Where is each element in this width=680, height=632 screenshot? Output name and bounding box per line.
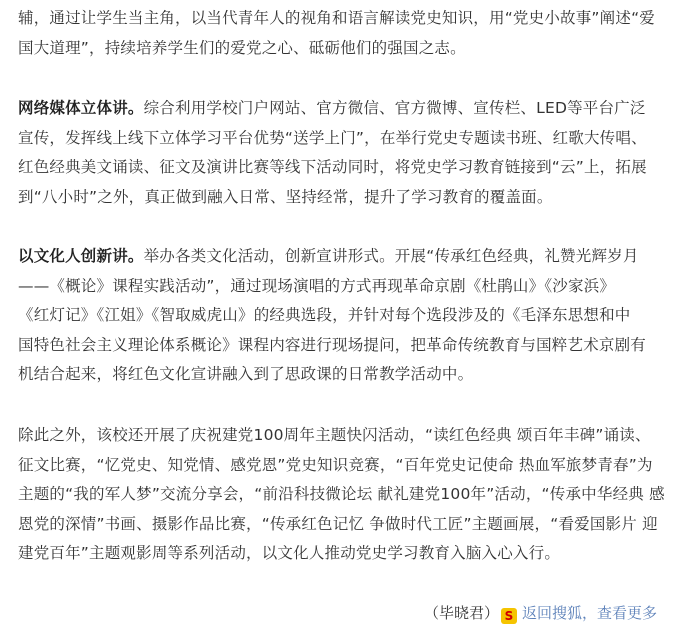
paragraph-network-media (18, 94, 668, 212)
paragraph-line: 辅，通过让学生当主角，以当代青年人的视角和语言解读党史知识，用“党史小故事”阐述“爱 (18, 9, 655, 27)
paragraph-line: 建党百年”主题观影周等系列活动，以文化人推动党史学习教育入脑入心入行。 (18, 544, 561, 562)
paragraph-line: 主题的“我的军人梦”交流分享会，“前沿科技微论坛 献礼建党100年”活动，“传承中华经典 感 (18, 485, 665, 503)
paragraph-line: 除此之外，该校还开展了庆祝建党100周年主题快闪活动，“读红色经典 颂百年丰碑”诵读、 (18, 426, 651, 444)
paragraph-line: 恩党的深情”书画、摄影作品比赛，“传承红色记忆 争做时代工匠”主题画展，“看爱国影片 迎 (18, 514, 658, 533)
author-credit: （毕晓君） (424, 604, 500, 622)
paragraph-lead-heading: 网络媒体立体讲。 (18, 99, 144, 117)
paragraph-line: 征文比赛，“忆党史、知党情、感党恩”党史知识竞赛，“百年党史记使命 热血军旅梦青春”为 (18, 455, 653, 474)
sohu-logo-icon: S (501, 608, 517, 624)
paragraph-1 (18, 4, 668, 63)
paragraph-culture (18, 242, 668, 390)
paragraph-line: 红色经典美文诵读、征文及演讲比赛等线下活动同时，将党史学习教育链接到“云”上，拓展 (18, 158, 647, 176)
back-to-sohu-link[interactable] (501, 600, 657, 626)
paragraph-line: 《红灯记》《江姐》《智取威虎山》的经典选段，并针对每个选段涉及的《毛泽东思想和中 (18, 306, 631, 324)
paragraph-lead-heading: 以文化人创新讲。 (18, 247, 144, 265)
paragraph-line-text: 综合利用学校门户网站、官方微信、官方微博、宣传栏、LED等平台广泛 (143, 99, 646, 117)
paragraph-line: 到“八小时”之外，真正做到融入日常、坚持经常，提升了学习教育的覆盖面。 (18, 187, 553, 206)
paragraph-line: 国大道理”，持续培养学生们的爱党之心、砥砺他们的强国之志。 (18, 38, 466, 57)
paragraph-line: 机结合起来，将红色文化宣讲融入到了思政课的日常教学活动中。 (18, 365, 474, 383)
paragraph-other-activities (18, 421, 668, 569)
paragraph-line: 宣传，发挥线上线下立体学习平台优势“送学上门”，在举行党史专题读书班、红歌大传唱、 (18, 128, 647, 147)
back-to-sohu-label: 返回搜狐，查看更多 (522, 604, 658, 622)
paragraph-line: 国特色社会主义理论体系概论》课程内容进行现场提问，把革命传统教育与国粹艺术京剧有 (18, 335, 647, 354)
paragraph-line: ——《概论》课程实践活动”，通过现场演唱的方式再现革命京剧《杜鹃山》《沙家浜》 (18, 276, 616, 295)
paragraph-line-text: 举办各类文化活动，创新宣讲形式。开展“传承红色经典，礼赞光辉岁月 (143, 247, 639, 265)
paragraph-line (18, 94, 668, 124)
article-footer (0, 600, 660, 626)
paragraph-line (18, 242, 668, 272)
